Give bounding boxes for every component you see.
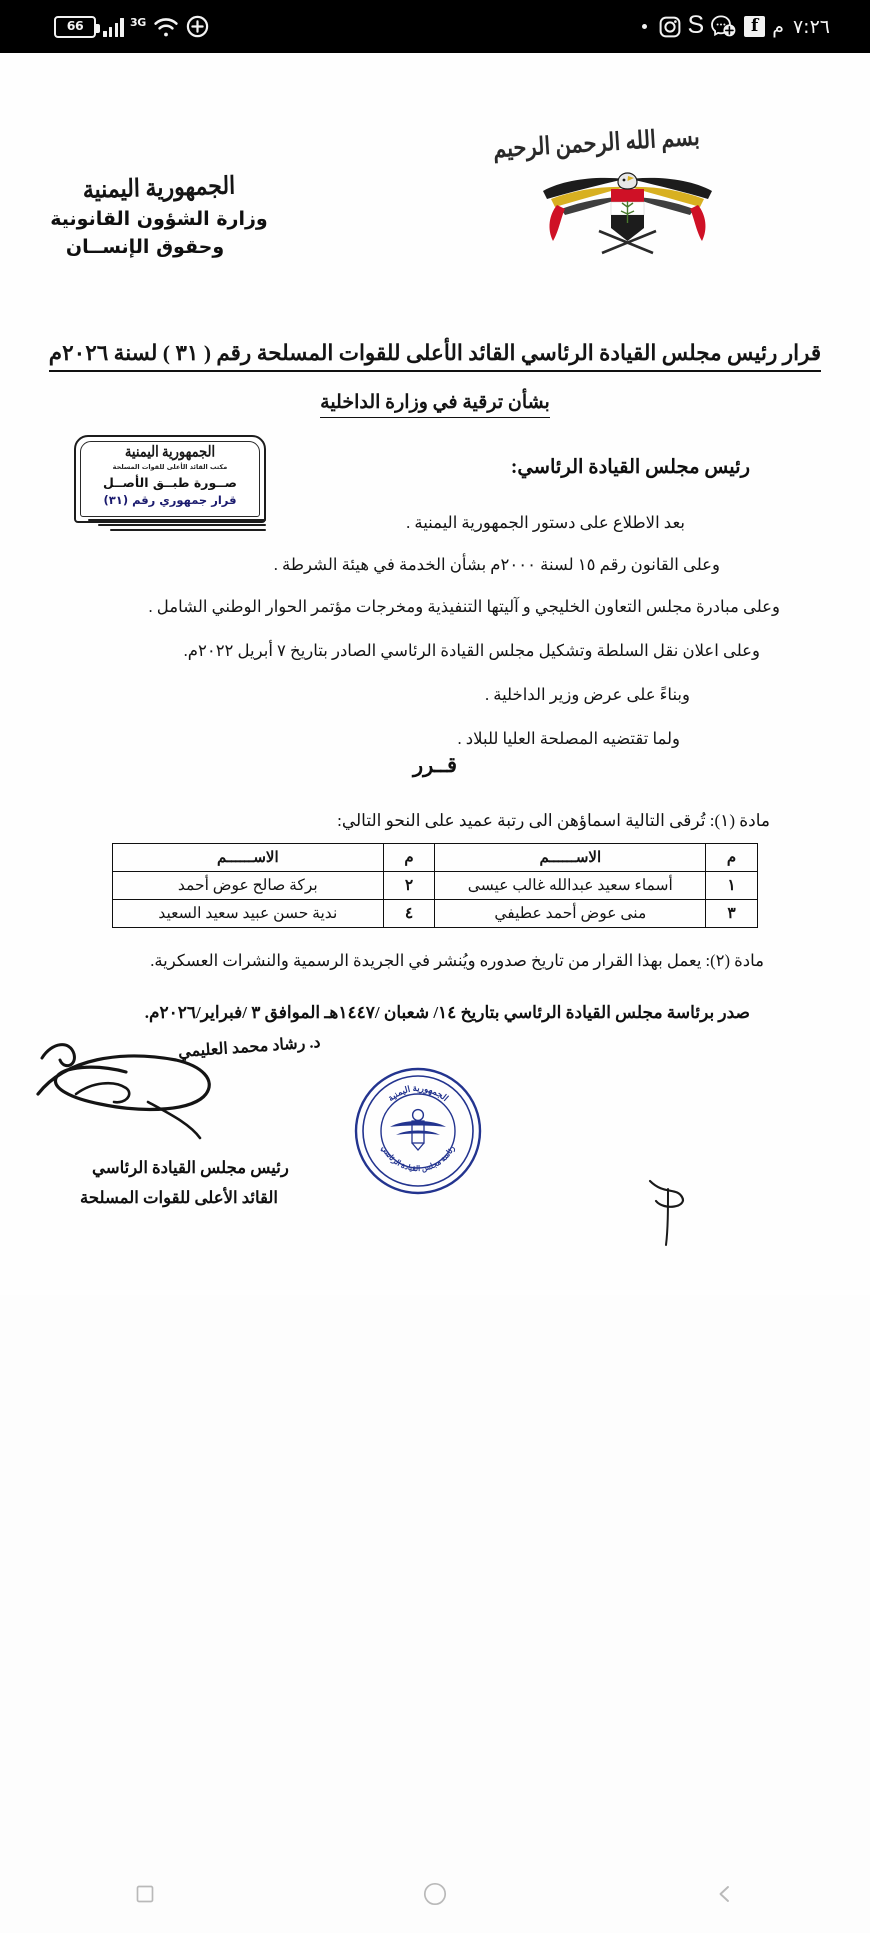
article-2-text: مادة (٢): يعمل بهذا القرار من تاريخ صدوره ويُنشر في الجريدة الرسمية والنشرات العسكرية. bbox=[150, 951, 764, 970]
body-line-1: بعد الاطلاع على دستور الجمهورية اليمنية . bbox=[406, 513, 685, 532]
yemen-national-emblem-icon bbox=[535, 149, 720, 261]
handwritten-signature bbox=[30, 1028, 250, 1158]
dot-icon bbox=[642, 24, 647, 29]
status-bar-clock: ٧:٢٦ bbox=[792, 15, 830, 38]
certified-copy-stamp bbox=[74, 435, 266, 523]
letterhead-line2: وزارة الشؤون القانونية bbox=[50, 208, 268, 230]
pen-scribble-mark bbox=[638, 1171, 698, 1249]
letterhead bbox=[44, 171, 274, 261]
row1-num-left: ٢ bbox=[383, 872, 435, 900]
article-1-text: مادة (١): تُرقى التالية اسماؤهن الى رتبة عميد على النحو التالي: bbox=[337, 811, 770, 830]
issued-date-line: صدر برئاسة مجلس القيادة الرئاسي بتاريخ ١٤/ شعبان /١٤٤٧هـ الموافق ٣ /فبراير/٢٠٢٦م. bbox=[144, 1003, 750, 1022]
svg-text:رئاسة مجلس القيادة الرئاسي: رئاسة مجلس القيادة الرئاسي bbox=[379, 1144, 457, 1174]
table-header-num-right: م bbox=[706, 844, 758, 872]
body-line-3: وعلى مبادرة مجلس التعاون الخليجي و آليتها التنفيذية ومخرجات مؤتمر الحوار الوطني الشامل . bbox=[148, 597, 780, 616]
letterhead-line1: الجمهورية اليمنية bbox=[82, 171, 236, 204]
document-image[interactable] bbox=[0, 53, 870, 1295]
body-heading: رئيس مجلس القيادة الرئاسي: bbox=[510, 457, 750, 478]
decree-subject-text: بشأن ترقية في وزارة الداخلية bbox=[320, 391, 550, 418]
official-round-seal bbox=[352, 1065, 484, 1197]
decree-title bbox=[0, 341, 870, 372]
signature-title-1: رئيس مجلس القيادة الرئاسي bbox=[92, 1158, 289, 1177]
table-row bbox=[113, 872, 758, 900]
signal-bars-icon bbox=[103, 16, 124, 37]
row2-num-left: ٤ bbox=[383, 900, 435, 928]
decree-title-text: قرار رئيس مجلس القيادة الرئاسي القائد الأعلى للقوات المسلحة رقم ( ٣١ ) لسنة ٢٠٢٦م bbox=[49, 341, 821, 372]
body-line-5: وبناءً على عرض وزير الداخلية . bbox=[484, 685, 690, 704]
table-header-num-left: م bbox=[383, 844, 435, 872]
row2-num-right: ٣ bbox=[706, 900, 758, 928]
table-header-name-left: الاســــــم bbox=[113, 844, 384, 872]
battery-percent-label: 66 bbox=[66, 18, 84, 34]
basmala-text: بسم الله الرحمن الرحيم bbox=[492, 122, 701, 164]
letterhead-line3: وحقوق الإنســان bbox=[65, 235, 225, 258]
decided-word: قــرر bbox=[412, 753, 458, 777]
status-bar-right-group bbox=[642, 11, 832, 39]
row1-num-right: ١ bbox=[706, 872, 758, 900]
body-line-4: وعلى اعلان نقل السلطة وتشكيل مجلس القيادة الرئاسي الصادر بتاريخ ٧ أبريل ٢٠٢٢م. bbox=[183, 641, 760, 660]
wifi-icon bbox=[153, 16, 179, 38]
back-chevron-icon bbox=[715, 1884, 735, 1904]
recents-square-icon bbox=[135, 1884, 155, 1904]
row1-name-left: بركة صالح عوض أحمد bbox=[113, 872, 384, 900]
promotions-table bbox=[112, 843, 758, 928]
table-header-row bbox=[113, 844, 758, 872]
decree-subject bbox=[0, 391, 870, 418]
android-navigation-bar bbox=[0, 1855, 870, 1933]
blank-page-area bbox=[0, 1295, 870, 1855]
signature-title-2: القائد الأعلى للقوات المسلحة bbox=[80, 1188, 278, 1207]
stamp-line1: الجمهورية اليمنية bbox=[124, 442, 216, 461]
network-type-label: 3G bbox=[129, 16, 147, 29]
instagram-icon bbox=[659, 16, 681, 38]
skype-icon: S bbox=[687, 11, 705, 39]
stamp-line3: صــورة طبــق الأصــل bbox=[103, 475, 237, 490]
back-button[interactable] bbox=[690, 1859, 760, 1929]
body-line-6: ولما تقتضيه المصلحة العليا للبلاد . bbox=[457, 729, 680, 748]
home-button[interactable] bbox=[400, 1859, 470, 1929]
svg-text:الجمهورية اليمنية: الجمهورية اليمنية bbox=[385, 1082, 451, 1104]
battery-icon bbox=[54, 16, 96, 38]
stamp-frame bbox=[74, 435, 266, 523]
table-header-name-right: الاســــــم bbox=[435, 844, 706, 872]
table-row bbox=[113, 900, 758, 928]
body-line-2: وعلى القانون رقم ١٥ لسنة ٢٠٠٠م بشأن الخدمة في هيئة الشرطة . bbox=[273, 555, 720, 574]
stamp-line2: مكتب القائد الأعلى للقوات المسلحة bbox=[112, 463, 228, 471]
row2-name-right: منى عوض أحمد عطيفي bbox=[435, 900, 706, 928]
recents-button[interactable] bbox=[110, 1859, 180, 1929]
status-bar-left-group bbox=[54, 15, 209, 38]
row1-name-right: أسماء سعيد عبدالله غالب عيسى bbox=[435, 872, 706, 900]
facebook-icon: f bbox=[744, 16, 765, 37]
stamp-shadow-lines bbox=[80, 519, 266, 533]
add-circle-icon bbox=[186, 15, 209, 38]
home-circle-icon bbox=[423, 1882, 447, 1906]
status-bar-meridiem: م bbox=[772, 15, 784, 38]
status-bar bbox=[0, 0, 870, 53]
messenger-icon bbox=[711, 15, 737, 38]
row2-name-left: ندية حسن عبيد سعيد السعيد bbox=[113, 900, 384, 928]
signer-name: د. رشاد محمد العليمي bbox=[177, 1034, 322, 1061]
stamp-line4: قرار جمهوري رقم (٣١) bbox=[103, 493, 237, 507]
